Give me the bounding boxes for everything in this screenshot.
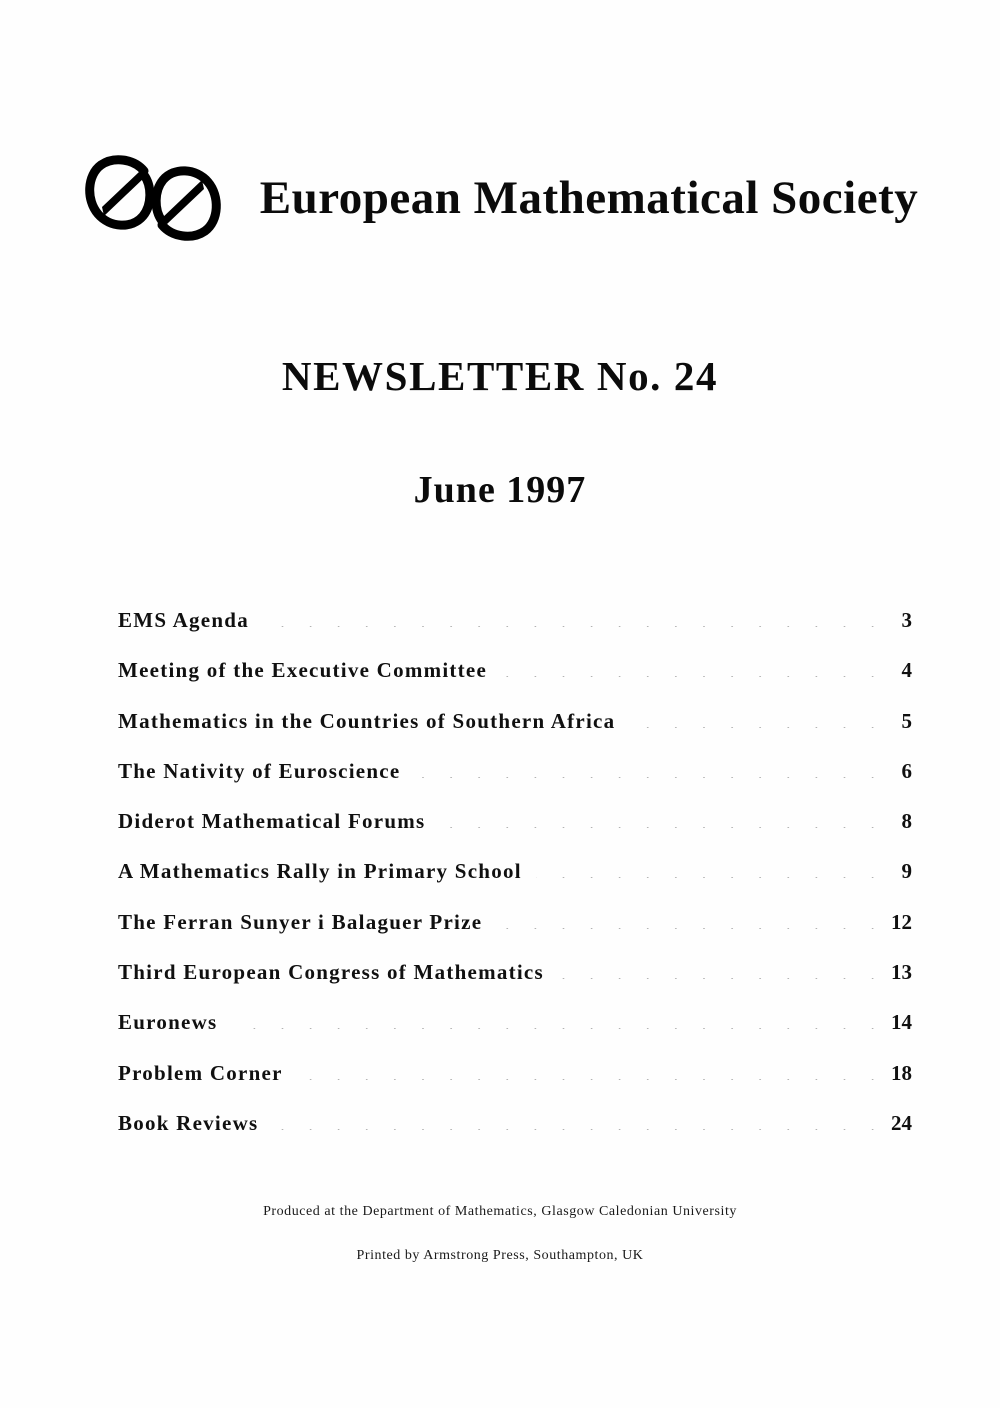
toc-entry-title: The Ferran Sunyer i Balaguer Prize [118,909,483,934]
toc-entry[interactable] [118,608,912,658]
toc-entry-page: 9 [901,859,912,884]
printed-by-line: Printed by Armstrong Press, Southampton, UK [356,1248,644,1263]
society-name: European Mathematical Society [259,172,919,224]
toc-dot-leader [501,661,884,677]
table-of-contents [118,608,912,1161]
toc-entry-title: The Nativity of Euroscience [118,758,401,783]
toc-entry[interactable] [118,960,912,1010]
toc-entry-page: 12 [891,909,912,934]
toc-entry-page: 4 [901,658,912,683]
toc-entry-page: 3 [901,608,912,632]
toc-entry-title: Diderot Mathematical Forums [118,809,426,834]
toc-entry[interactable] [118,859,912,909]
toc-entry-title: Meeting of the Executive Committee [118,658,488,683]
toc-entry-title: Third European Congress of Mathematics [118,960,544,985]
toc-dot-leader [414,762,884,778]
toc-entry-page: 18 [891,1060,912,1085]
toc-entry[interactable] [118,1111,912,1161]
toc-dot-leader [231,1013,884,1029]
toc-dot-leader [297,1064,884,1080]
toc-entry-page: 14 [891,1010,912,1035]
masthead [0,150,1000,246]
toc-entry-page: 5 [901,708,912,733]
toc-entry-title: EMS Agenda [118,608,249,632]
toc-entry-page: 24 [891,1110,912,1135]
toc-dot-leader [558,963,884,979]
toc-entry-page: 13 [891,960,912,985]
toc-entry[interactable] [118,759,912,809]
ems-infinity-logo-icon [82,150,224,246]
toc-entry[interactable] [118,1061,912,1111]
toc-entry[interactable] [118,658,912,708]
issue-date-heading: June 1997 [413,469,587,511]
toc-dot-leader [536,862,884,878]
toc-entry[interactable] [118,809,912,859]
toc-entry-page: 6 [901,758,912,783]
toc-entry-title: Book Reviews [118,1110,259,1135]
toc-dot-leader [439,812,884,828]
footer [0,1204,1000,1264]
toc-entry[interactable] [118,910,912,960]
toc-dot-leader [272,1114,884,1130]
produced-by-line: Produced at the Department of Mathematics, Glasgow Caledonian University [263,1204,737,1219]
toc-dot-leader [629,712,884,728]
toc-dot-leader [496,913,884,929]
toc-entry-title: A Mathematics Rally in Primary School [118,859,522,884]
toc-entry-title: Euronews [118,1010,218,1035]
toc-entry-title: Mathematics in the Countries of Southern Africa [118,708,616,733]
newsletter-number-heading: NEWSLETTER No. 24 [281,353,719,399]
toc-dot-leader [263,611,884,627]
toc-entry-page: 8 [901,809,912,834]
toc-entry-title: Problem Corner [118,1060,283,1085]
toc-entry[interactable] [118,1010,912,1060]
toc-entry[interactable] [118,709,912,759]
